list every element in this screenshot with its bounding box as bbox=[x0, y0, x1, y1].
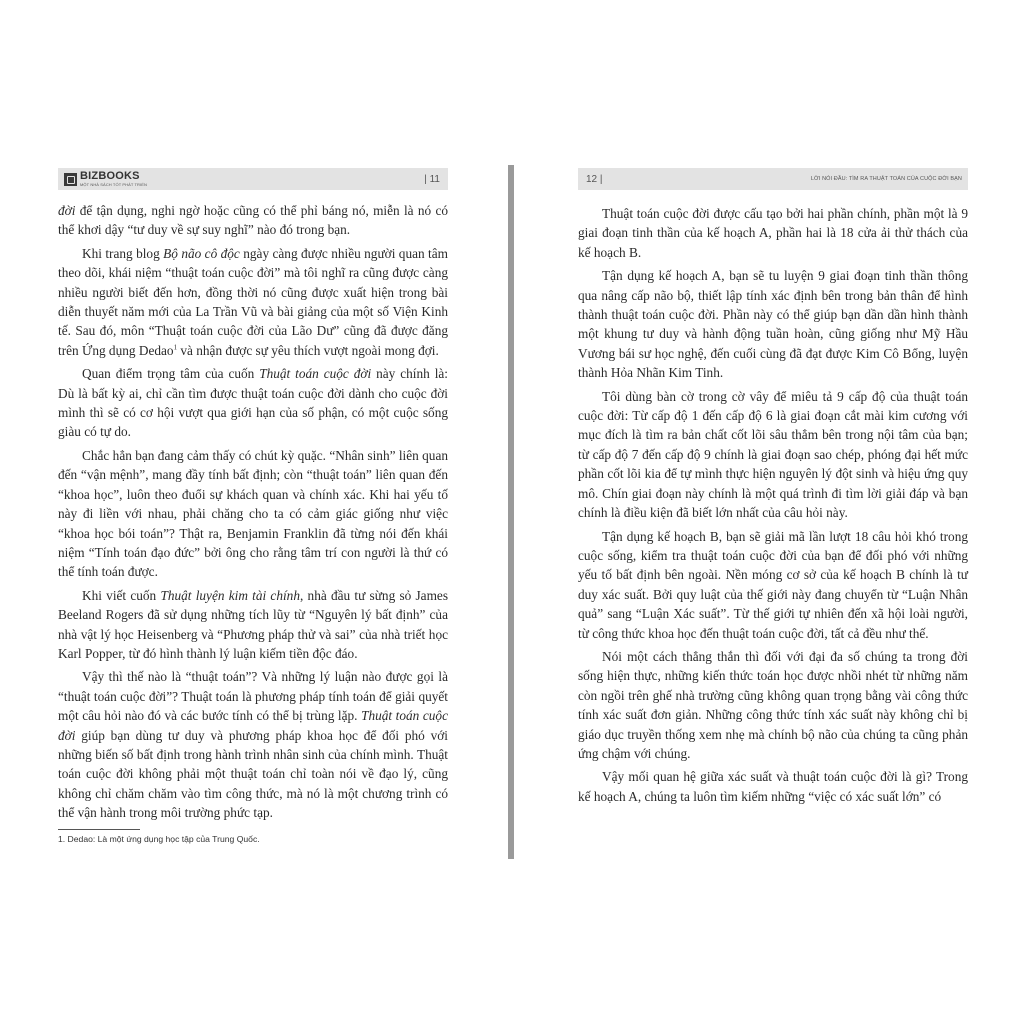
paragraph bbox=[58, 446, 448, 582]
left-page-body bbox=[58, 201, 448, 823]
left-page-header bbox=[58, 168, 448, 190]
text-run: Khi viết cuốn bbox=[82, 587, 161, 603]
running-title: LỜI NÓI ĐẦU: TÌM RA THUẬT TOÁN CỦA CUỘC ĐỜI BẠN bbox=[810, 176, 962, 182]
paragraph: Thuật toán cuộc đời được cấu tạo bởi hai phần chính, phần một là 9 giai đoạn tinh thần của kế hoạch A, phần hai là 18 cửa ải thử thách của kế hoạch B. bbox=[578, 206, 968, 260]
text-run: và nhận được sự yêu thích vượt ngoài mong đợi. bbox=[177, 342, 439, 358]
left-page bbox=[58, 168, 448, 845]
italic-text: Thuật toán cuộc đời bbox=[58, 708, 448, 743]
right-page-header bbox=[578, 168, 968, 190]
footnote: 1. Dedao: Là một ứng dụng học tập của Trung Quốc. bbox=[58, 833, 260, 844]
paragraph: Nói một cách thẳng thắn thì đối với đại đa số chúng ta trong đời sống hiện thực, những kiến thức toán học được nhồi nhét từ những năm còn ngồi trên ghế nhà trường cũng không quan trọng bằng vài công thức tính xác suất đơn giản. Những công thức tính xác suất này không chỉ bị giáo dục truyền thống xem nhẹ mà chính bộ não của chúng ta cũng phản ứng chậm với chúng. bbox=[578, 648, 968, 761]
page-number: | 11 bbox=[424, 173, 440, 185]
logo-name: BIZBOOKS bbox=[80, 170, 140, 182]
paragraph bbox=[58, 586, 448, 664]
bizbooks-logo-icon bbox=[64, 173, 77, 186]
right-page-body bbox=[578, 204, 968, 806]
text-run: này chính là: Dù là bất kỳ ai, chỉ cần tìm được thuật toán cuộc đời dành cho cuộc đời mình thì sẽ có cơ hội vượt qua giới hạn của số phận, có một cuộc sống giàu có tự do. bbox=[58, 366, 448, 440]
text-run: Quan điểm trọng tâm của cuốn bbox=[82, 366, 260, 382]
paragraph: Tôi dùng bàn cờ trong cờ vây để miêu tả 9 cấp độ của thuật toán cuộc đời: Từ cấp độ 1 đến cấp độ 6 là giai đoạn cắt mài kim cương với mục đích là tìm ra bản chất cốt lõi sâu thẳm bên trong nội tâm của bạn; từ cấp độ 7 đến cấp độ 9 chính là giai đoạn sao chép, phóng đại hết mức phần cốt lõi kia để tự mình thực hiện nguyên lý đột sinh và hiệu ứng quy mô. Chín giai đoạn này chính là một quá trình đi tìm lời giải đáp và bạn chính là điều kiện đã biết lớn nhất của câu hỏi này. bbox=[578, 388, 968, 521]
italic-text: đời bbox=[58, 203, 76, 218]
logo-tagline: MỘT NHÀ SÁCH TỐT PHÁT TRIỂN bbox=[80, 182, 148, 187]
italic-text: Bộ não cô độc bbox=[163, 245, 240, 261]
paragraph bbox=[58, 364, 448, 442]
text-run: để tận dụng, nghi ngờ hoặc cũng có thể phỉ báng nó, miễn là nó có thể khơi dậy “tư duy về sự suy nghĩ” nào đó trong bạn. bbox=[58, 203, 448, 238]
footnote-divider bbox=[58, 829, 140, 830]
text-run: Vậy thì thế nào là “thuật toán”? Và những lý luận nào được gọi là “thuật toán cuộc đời”? Thuật toán là phương pháp tính toán để giải quyết một câu hỏi nào đó và các bước tính có thể bị trùng lặp. bbox=[58, 669, 448, 724]
paragraph: Tận dụng kế hoạch B, bạn sẽ giải mã lần lượt 18 câu hỏi khó trong cuộc sống, kiểm tra thuật toán cuộc đời của bạn để đối phó với những yếu tố bất định bên ngoài. Nền móng cơ sở của kế hoạch B chính là tư duy xác suất. Bởi quy luật của thế giới này đang chuyển từ “Luận Nhân quả” sang “Luận Xác suất”. Từ thế giới tự nhiên đến xã hội loài người, từ công thức khoa học đến thuật toán cuộc đời, tất cả đều như thế. bbox=[578, 528, 968, 641]
paragraph bbox=[58, 244, 448, 360]
page-number: 12 | bbox=[586, 173, 603, 185]
text-run: giúp bạn dùng tư duy và phương pháp khoa học để đối phó với những biến số bất định trong hành trình nhân sinh của chính mình. Thuật toán cuộc đời không phải một thuật toán chỉ toàn nói về đạo lý, cũng không chỉ chăm chăm vào tìm công thức, mà nó là một chương trình có thể vận hành trong môi trường phức tạp. bbox=[58, 727, 448, 821]
paragraph: Tận dụng kế hoạch A, bạn sẽ tu luyện 9 giai đoạn tinh thần thông qua nâng cấp não bộ, thiết lập tính xác định bên trong bản thân để hình thành thuật toán cuộc đời. Phần này có thể giúp bạn dần dần hình thành một khung tư duy và hành động tuần hoàn, cũng giống như Mỹ Hầu Vương bái sư học nghệ, đến cuối cùng đã đạt được Kim Cô Bổng, luyện thành Hỏa Nhãn Kim Tinh. bbox=[578, 268, 968, 381]
text-run: Chắc hẳn bạn đang cảm thấy có chút kỳ quặc. “Nhân sinh” liên quan đến “vận mệnh”, mang đầy tính bất định; còn “thuật toán” liên quan đến “khoa học”, luôn theo đuổi sự khách quan và chính xác. Khi hai yếu tố này đi liền với nhau, phải chăng cho ta có cảm giác giống như việc “khoa học bói toán”? Thật ra, Benjamin Franklin đã từng nói đến khái niệm “Tính toán đạo đức” bởi ông cho rằng tâm trí con người là thứ có thể tính toán được. bbox=[58, 447, 448, 580]
text-run: Khi trang blog bbox=[82, 245, 164, 261]
right-page bbox=[578, 168, 968, 810]
paragraph: Vậy mối quan hệ giữa xác suất và thuật toán cuộc đời là gì? Trong kế hoạch A, chúng ta luôn tìm kiếm những “việc có xác suất lớn” có bbox=[578, 769, 968, 804]
bizbooks-logo bbox=[64, 171, 147, 187]
italic-text: Thuật toán cuộc đời bbox=[259, 366, 372, 382]
paragraph bbox=[58, 201, 448, 240]
text-run: ngày càng được nhiều người quan tâm theo dõi, khái niệm “thuật toán cuộc đời” mà tôi nghĩ ra cũng được càng nhiều người biết đến hơn, đồng thời nó cũng được xuất hiện trong bài diễn thuyết năm mới của La Trần Vũ và bài giảng của một số Viện Kinh tế. Sau đó, môn “Thuật toán cuộc đời của Lão Dư” cũng đã được đăng trên Ứng dụng Dedao bbox=[58, 245, 448, 358]
text-run: , nhà đầu tư sừng sỏ James Beeland Rogers đã sử dụng những tích lũy từ “Nguyên lý bất định” của nhà vật lý học Heisenberg và “Phương pháp thử và sai” của nhà triết học Karl Popper, từ đó hình thành lý luận kiếm tiền độc đáo. bbox=[58, 587, 448, 661]
spine-divider bbox=[508, 165, 514, 859]
italic-text: Thuật luyện kim tài chính bbox=[160, 587, 300, 603]
paragraph bbox=[58, 667, 448, 822]
footnote-marker: 1 bbox=[173, 343, 178, 352]
